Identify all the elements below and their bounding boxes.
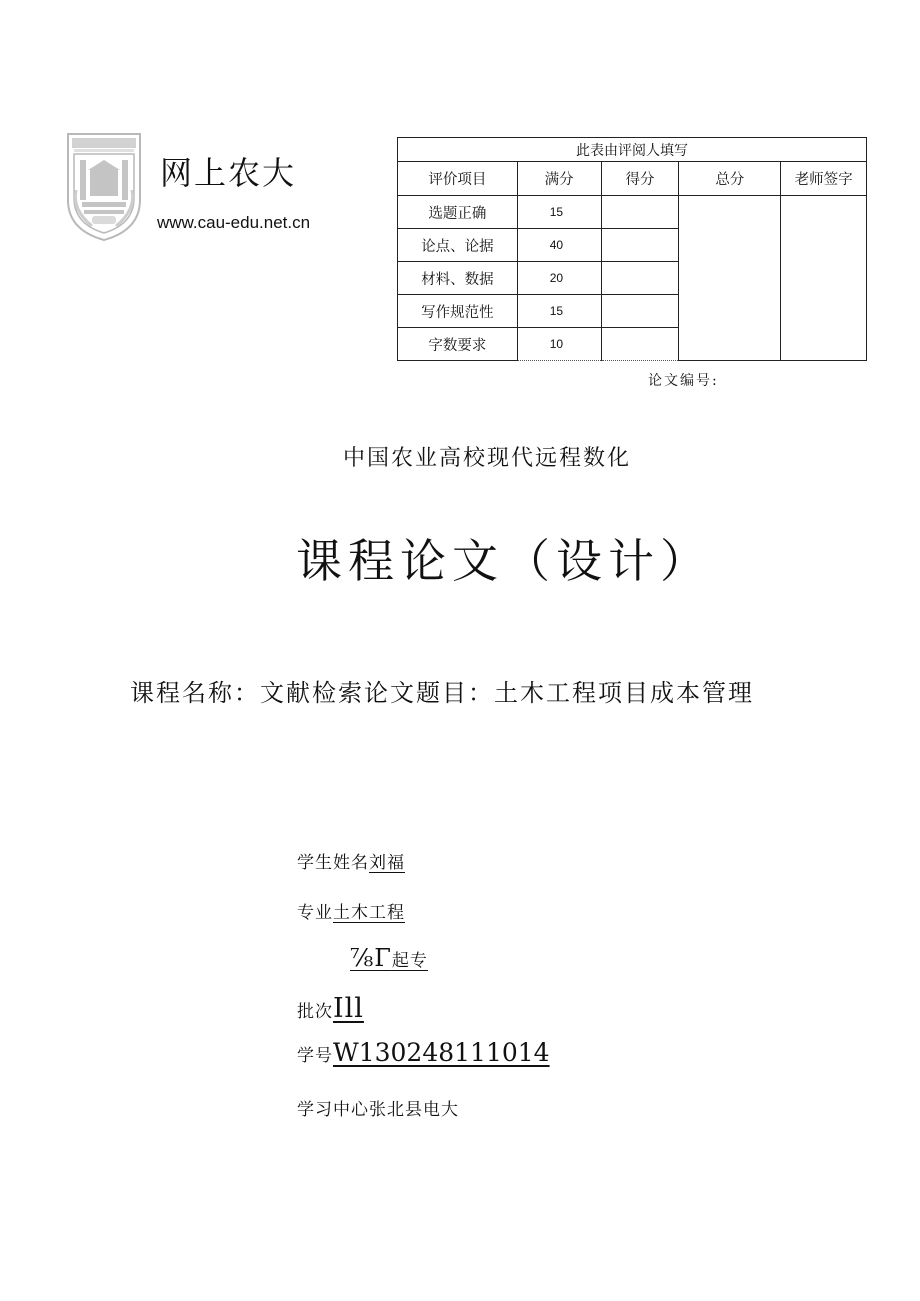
- level-value-a: ⅞Γ: [350, 944, 392, 972]
- level-field: [350, 944, 428, 972]
- study-center-label: 学习中心: [297, 1100, 369, 1120]
- row-score-cell[interactable]: [601, 295, 679, 328]
- university-seal-icon: [62, 130, 146, 242]
- student-name-value: 刘福: [369, 853, 405, 873]
- major-field: [297, 898, 405, 923]
- evaluation-table: [397, 137, 867, 361]
- level-value-b: 起专: [391, 951, 428, 971]
- row-score-cell[interactable]: [601, 196, 679, 229]
- student-id-field: [297, 1038, 550, 1067]
- row-score-cell[interactable]: [601, 328, 679, 361]
- student-name-label: 学生姓名: [297, 853, 369, 873]
- major-label: 专业: [297, 903, 333, 923]
- row-item: 选题正确: [398, 196, 518, 229]
- total-cell[interactable]: [679, 196, 781, 361]
- row-score-cell[interactable]: [601, 229, 679, 262]
- row-max: 15: [517, 196, 601, 229]
- major-value: 土木工程: [333, 903, 405, 923]
- row-max: 40: [517, 229, 601, 262]
- row-item: 字数要求: [398, 328, 518, 361]
- column-header-item: 评价项目: [398, 162, 518, 196]
- brand-url: www.cau-edu.net.cn: [157, 213, 311, 232]
- batch-field: [297, 993, 364, 1024]
- main-title: 课程论文（设计）: [296, 534, 712, 588]
- student-id-value: W130248111014: [333, 1038, 550, 1067]
- student-name-field: [297, 848, 405, 873]
- row-item: 写作规范性: [398, 295, 518, 328]
- row-max: 15: [517, 295, 601, 328]
- batch-value: Ill: [333, 993, 364, 1024]
- row-score-cell[interactable]: [601, 262, 679, 295]
- column-header-max: 满分: [517, 162, 601, 196]
- row-item: 论点、论据: [398, 229, 518, 262]
- table-row: [398, 196, 867, 229]
- column-header-signature: 老师签字: [781, 162, 867, 196]
- student-id-label: 学号: [297, 1046, 333, 1066]
- column-header-score: 得分: [601, 162, 679, 196]
- batch-label: 批次: [297, 1002, 333, 1022]
- row-max: 10: [517, 328, 601, 361]
- brand-name: 网上农大: [160, 154, 297, 192]
- institution-name: 中国农业高校现代远程数化: [343, 446, 632, 471]
- course-line: 课程名称：文献检索论文题目：土木工程项目成本管理: [130, 679, 754, 707]
- row-item: 材料、数据: [398, 262, 518, 295]
- study-center-value: 张北县电大: [369, 1100, 459, 1120]
- paper-number-label: 论文编号:: [648, 373, 719, 389]
- table-caption: 此表由评阅人填写: [398, 138, 867, 162]
- study-center-field: [297, 1095, 459, 1120]
- column-header-total: 总分: [679, 162, 781, 196]
- signature-cell[interactable]: [781, 196, 867, 361]
- row-max: 20: [517, 262, 601, 295]
